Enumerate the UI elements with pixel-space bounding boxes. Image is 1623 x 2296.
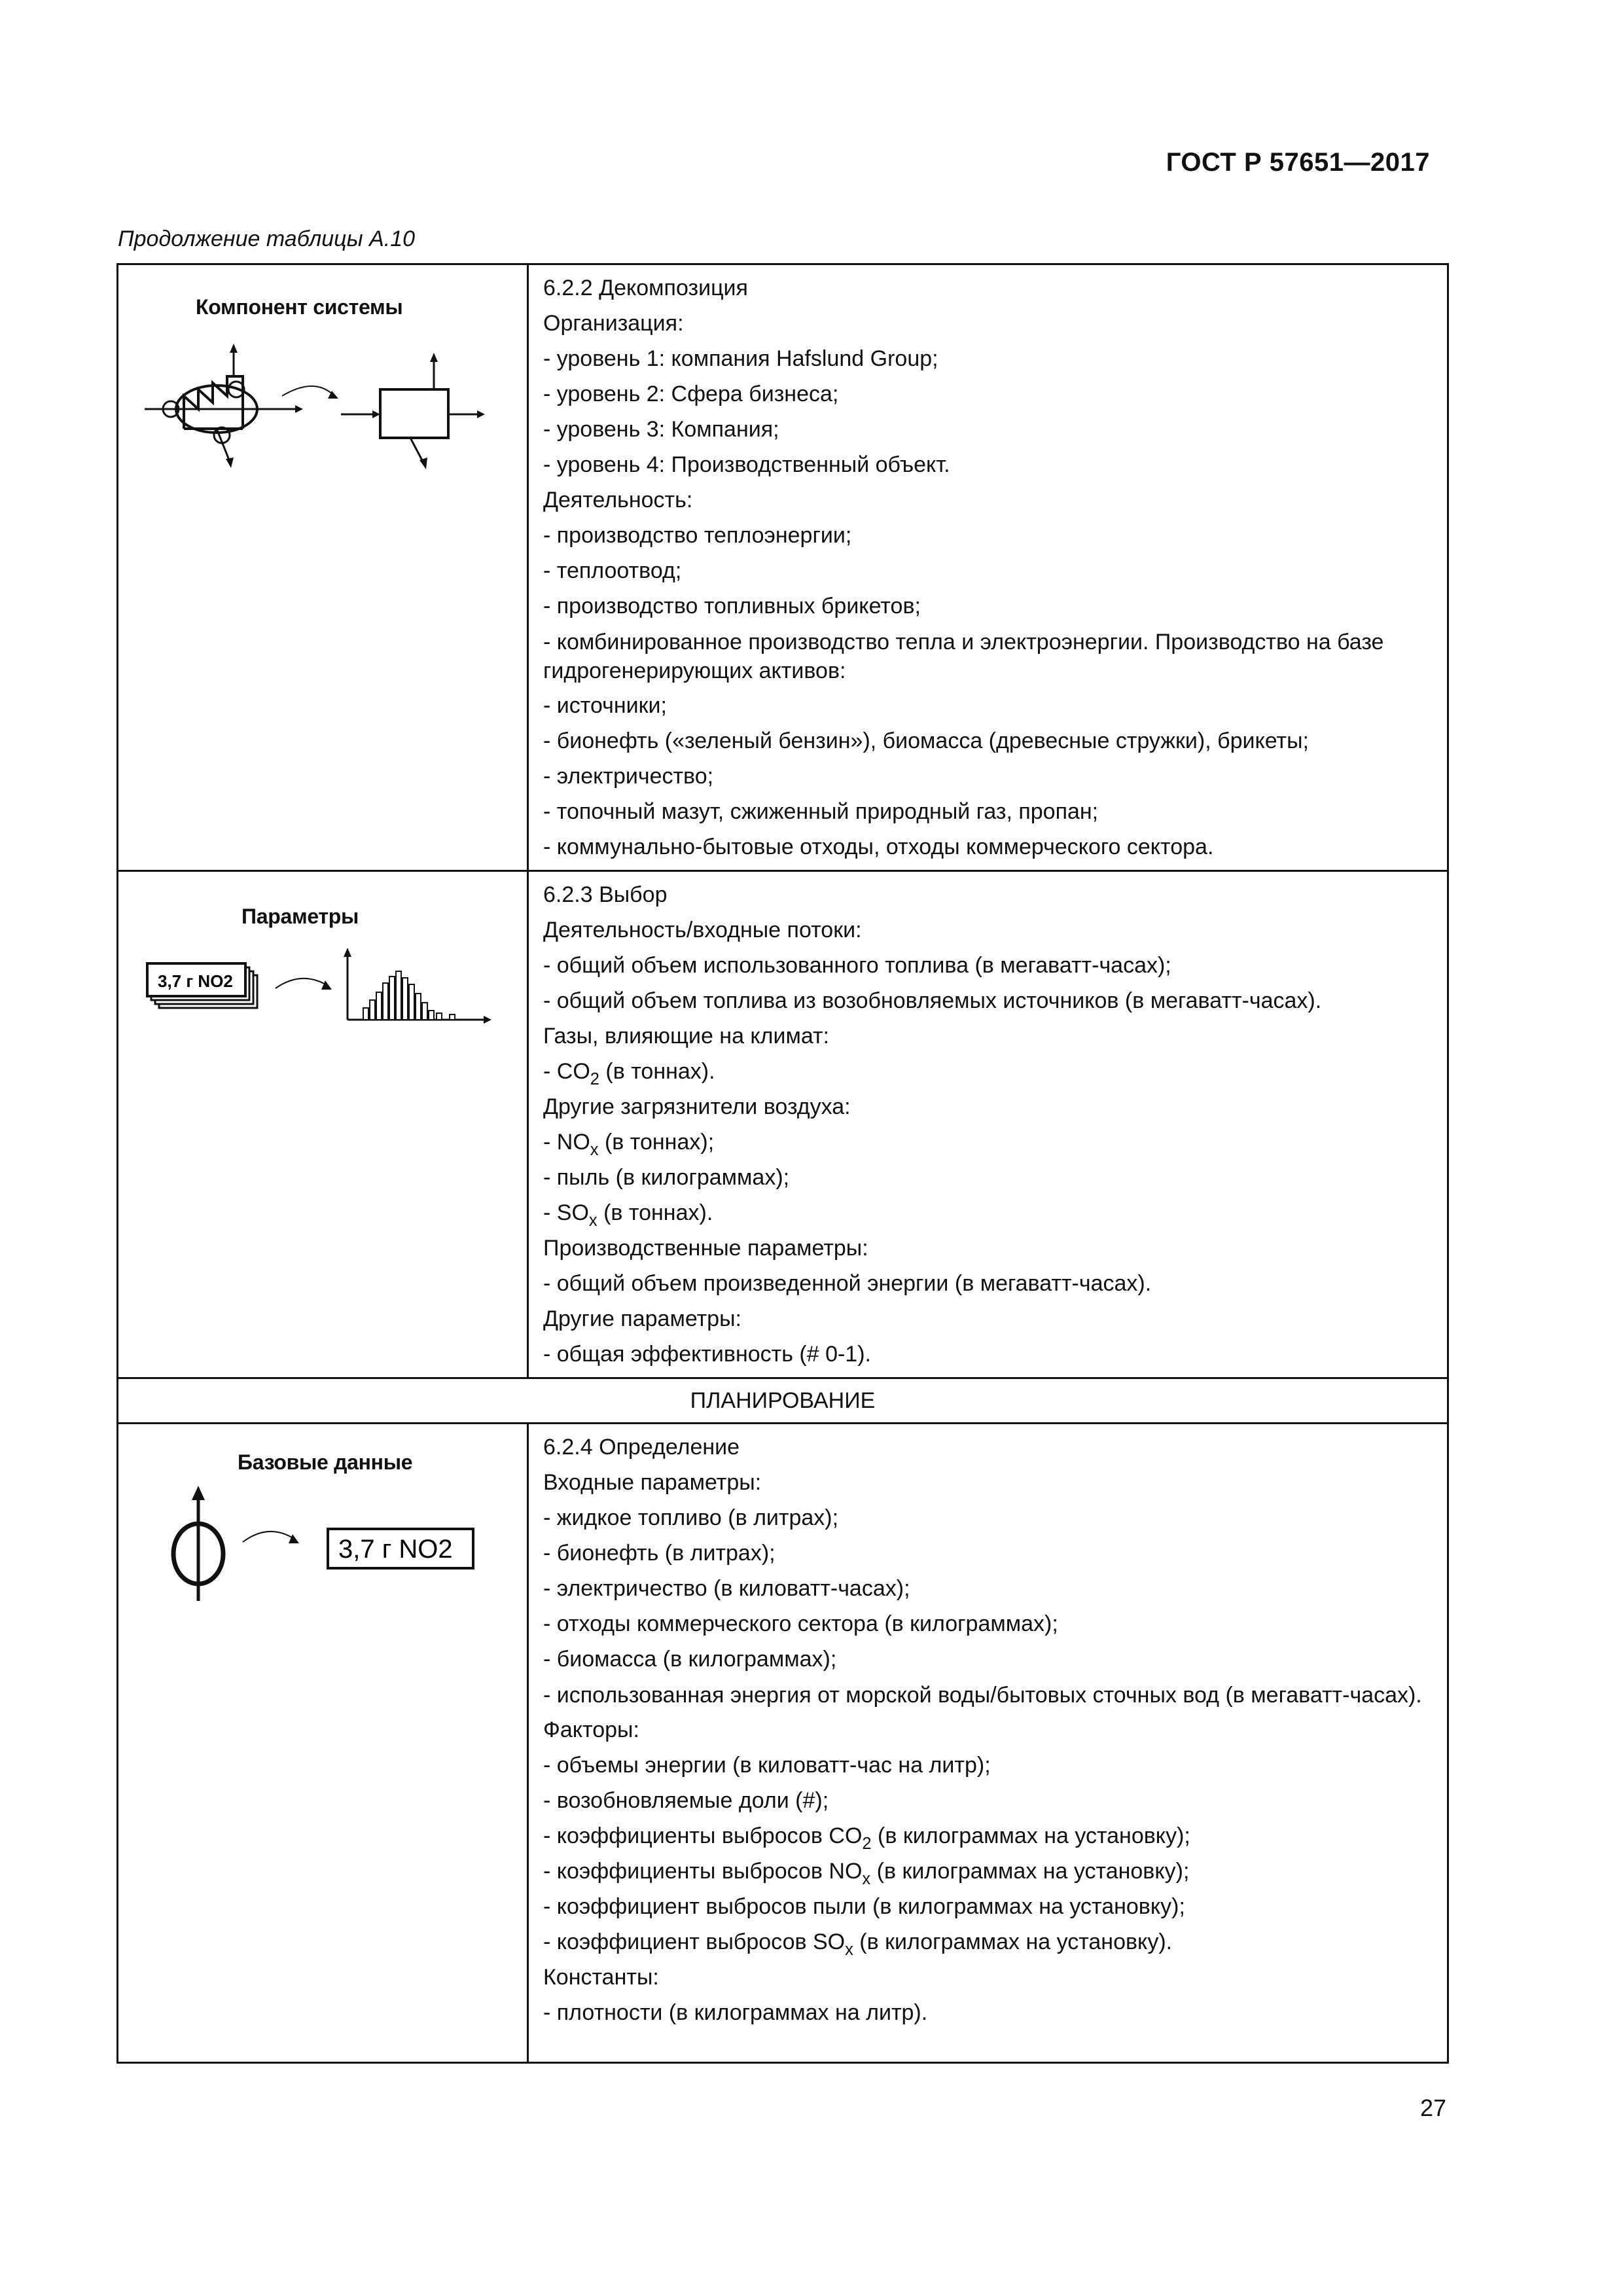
system-component-figure — [118, 265, 527, 870]
list-item: - $CO_2$ (в тоннах). — [543, 1059, 715, 1088]
figure-label: 3,7 г NO2 — [338, 1535, 453, 1564]
list-item: Факторы: — [543, 1717, 639, 1742]
list-item: - уровень 3: Компания; — [543, 417, 779, 442]
parameters-figure — [118, 872, 527, 1377]
section-title: ПЛАНИРОВАНИЕ — [118, 1378, 1448, 1424]
table-row — [118, 1424, 1448, 2063]
list-item: - биомасса (в килограммах); — [543, 1647, 837, 1672]
section-heading: 6.2.2 Декомпозиция — [543, 276, 748, 300]
list-item: Газы, влияющие на климат: — [543, 1024, 830, 1049]
figure-title: Параметры — [241, 905, 359, 928]
list-item: - плотности (в килограммах на литр). — [543, 2000, 928, 2025]
figure-label: 3,7 г NO2 — [158, 971, 233, 991]
section-heading: 6.2.3 Выбор — [543, 882, 668, 907]
list-item: - электричество (в киловатт-часах); — [543, 1576, 910, 1601]
list-item: - производство топливных брикетов; — [543, 594, 921, 619]
section-heading: 6.2.4 Определение — [543, 1435, 740, 1460]
figure-title: Базовые данные — [238, 1450, 413, 1474]
continuation-table — [116, 263, 1449, 2064]
list-item: - общий объем произведенной энергии (в мегаватт-часах). — [543, 1271, 1152, 1296]
list-item: - уровень 2: Сфера бизнеса; — [543, 382, 839, 406]
list-item: Входные параметры: — [543, 1470, 762, 1495]
list-item: Деятельность/входные потоки: — [543, 918, 862, 942]
list-item: - уровень 4: Производственный объект. — [543, 452, 950, 477]
list-item: - электричество; — [543, 764, 714, 789]
list-item: Другие параметры: — [543, 1306, 741, 1331]
list-item: - возобновляемые доли (#); — [543, 1788, 829, 1813]
list-item: - общая эффективность (# 0-1). — [543, 1342, 871, 1367]
list-item: - общий объем использованного топлива (в мегаватт-часах); — [543, 953, 1171, 978]
table-row — [118, 264, 1448, 871]
table-section-row — [118, 1378, 1448, 1424]
list-item: Другие загрязнители воздуха: — [543, 1094, 851, 1119]
list-item: - пыль (в килограммах); — [543, 1165, 790, 1190]
list-item: - отходы коммерческого сектора (в килограммах); — [543, 1611, 1058, 1636]
document-standard-number: ГОСТ Р 57651—2017 — [1166, 148, 1430, 177]
list-item: - жидкое топливо (в литрах); — [543, 1505, 839, 1530]
list-item: - $SO_x$ (в тоннах). — [543, 1200, 713, 1230]
list-item: - коммунально-бытовые отходы, отходы коммерческого сектора. — [543, 834, 1214, 859]
list-item: - производство теплоэнергии; — [543, 523, 852, 548]
table-row — [118, 871, 1448, 1378]
list-item: - уровень 1: компания Hafslund Group; — [543, 346, 938, 371]
list-item: - коэффициенты выбросов $NO_x$ (в килограммах на установку); — [543, 1859, 1190, 1888]
list-item: - комбинированное производство тепла и электроэнергии. Производство на базе гидрогенерирующих активов: — [543, 630, 1384, 683]
list-item: - $NO_x$ (в тоннах); — [543, 1130, 715, 1159]
list-item: Константы: — [543, 1965, 659, 1990]
list-item: - бионефть («зеленый бензин»), биомасса (древесные стружки), брикеты; — [543, 728, 1309, 753]
list-item: - коэффициент выбросов $SO_x$ (в килограммах на установку). — [543, 1929, 1173, 1959]
list-item: Деятельность: — [543, 488, 693, 512]
base-data-figure — [118, 1424, 527, 2062]
figure-title: Компонент системы — [196, 295, 403, 319]
list-item: Организация: — [543, 311, 684, 336]
list-item: - коэффициент выбросов пыли (в килограммах на установку); — [543, 1894, 1185, 1919]
list-item: - топочный мазут, сжиженный природный газ, пропан; — [543, 799, 1099, 824]
list-item: - источники; — [543, 693, 667, 718]
list-item: - коэффициенты выбросов $CO_2$ (в килограммах на установку); — [543, 1823, 1190, 1853]
parameters-diagram — [118, 935, 527, 1066]
list-item: - бионефть (в литрах); — [543, 1541, 776, 1566]
list-item: - объемы энергии (в киловатт-час на литр); — [543, 1753, 991, 1778]
page-number: 27 — [1419, 2094, 1446, 2121]
list-item: Производственные параметры: — [543, 1236, 868, 1261]
base-data-diagram — [118, 1477, 527, 1647]
list-item: - теплоотвод; — [543, 558, 682, 583]
table-caption: Продолжение таблицы А.10 — [118, 226, 416, 251]
list-item: - использованная энергия от морской воды/бытовых сточных вод (в мегаватт-часах). — [543, 1683, 1422, 1708]
system-component-diagram — [118, 324, 527, 494]
list-item: - общий объем топлива из возобновляемых источников (в мегаватт-часах). — [543, 988, 1322, 1013]
